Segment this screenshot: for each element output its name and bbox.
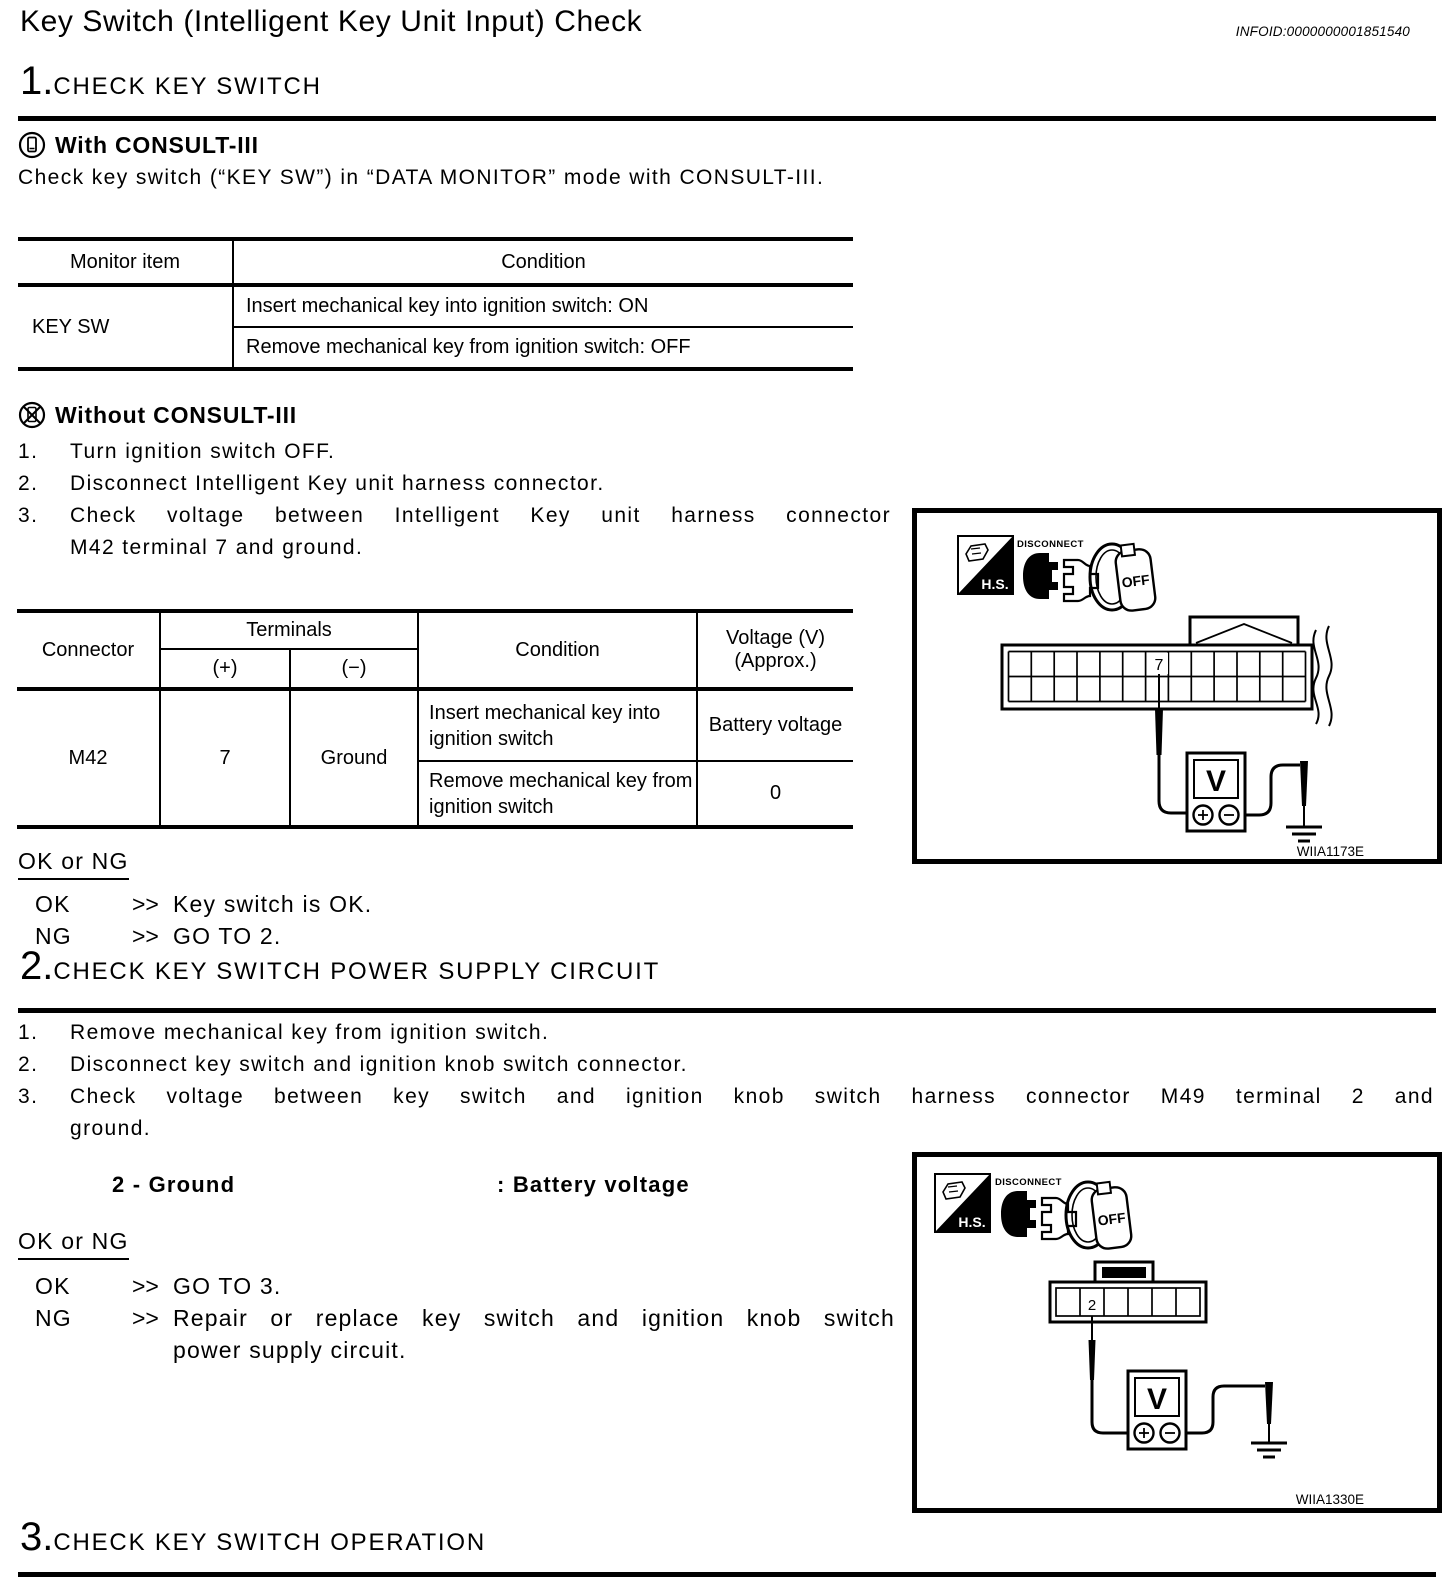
- voltmeter-icon: [1187, 753, 1245, 831]
- step2-number: 2.: [20, 944, 54, 988]
- list-item: [18, 1049, 1434, 1081]
- result-action: GO TO 3.: [173, 1273, 282, 1299]
- list-text: Disconnect key switch and ignition knob switch connector.: [70, 1053, 688, 1076]
- voltage-check-table: [17, 609, 853, 829]
- list-text: Disconnect Intelligent Key unit harness connector.: [70, 472, 605, 495]
- off-label: OFF: [1120, 571, 1151, 591]
- result-arrow: >>: [132, 923, 159, 949]
- list-item: [18, 1081, 1434, 1145]
- step1-title: CHECK KEY SWITCH: [53, 73, 322, 100]
- without-consult-heading: [18, 401, 297, 429]
- without-consult-label: Without CONSULT-III: [55, 401, 297, 428]
- result-ng: NG: [35, 1305, 72, 1331]
- section-rule: [18, 1572, 1436, 1577]
- terminal-grid: [1056, 1288, 1200, 1316]
- hs-label: H.S.: [981, 576, 1009, 592]
- table-row: [17, 689, 853, 761]
- list-text-line: M42 terminal 7 and ground.: [70, 536, 364, 559]
- voltmeter-label: V: [1205, 765, 1227, 798]
- list-text-line: ground.: [70, 1117, 152, 1140]
- hs-icon: [958, 536, 1013, 594]
- spec-value: : Battery voltage: [497, 1172, 690, 1197]
- voltage-cell: 0: [697, 761, 853, 827]
- step1-number: 1.: [20, 59, 54, 103]
- terminal-minus-cell: Ground: [290, 689, 418, 827]
- disconnect-label: DISCONNECT: [995, 1177, 1062, 1188]
- result-ng: NG: [35, 923, 72, 949]
- step2-title: CHECK KEY SWITCH POWER SUPPLY CIRCUIT: [53, 958, 661, 985]
- list-text: [70, 500, 891, 564]
- result-row: [18, 888, 372, 920]
- list-number: 3.: [18, 1085, 39, 1108]
- terminal-spec: [112, 1172, 690, 1198]
- result-arrow: >>: [132, 1305, 159, 1331]
- spec-terminals: 2 - Ground: [112, 1172, 236, 1197]
- figure-border: [915, 1155, 1440, 1511]
- list-item: [18, 500, 891, 564]
- col-header-monitor-item: Monitor item: [18, 239, 233, 285]
- list-text: [70, 1081, 1434, 1145]
- procedure-list-1: [18, 436, 891, 564]
- list-number: 2.: [18, 1053, 39, 1076]
- col-header-condition: Condition: [233, 239, 853, 285]
- figure-code: WIIA1330E: [1295, 1492, 1364, 1507]
- result-arrow: >>: [132, 1273, 159, 1299]
- voltage-header-line2: (Approx.): [734, 650, 817, 672]
- result-arrow: >>: [132, 891, 159, 917]
- condition-cell: Remove mechanical key from ignition switch: OFF: [246, 336, 691, 358]
- result-ok: OK: [35, 1273, 71, 1299]
- page-title: Key Switch (Intelligent Key Unit Input) Check: [20, 5, 643, 38]
- ok-ng-label: OK or NG: [18, 1228, 129, 1260]
- with-consult-body: Check key switch (“KEY SW”) in “DATA MONITOR” mode with CONSULT-III.: [18, 166, 825, 189]
- hs-label: H.S.: [958, 1214, 986, 1230]
- list-text: Remove mechanical key from ignition switch.: [70, 1021, 550, 1044]
- voltmeter-label: V: [1146, 1383, 1168, 1416]
- table-row: [18, 285, 853, 327]
- off-label: OFF: [1096, 1209, 1127, 1229]
- list-number: 2.: [18, 472, 39, 495]
- list-item: [18, 468, 891, 500]
- list-number: 3.: [18, 504, 39, 527]
- with-consult-heading: [18, 131, 259, 159]
- figure-code: WIIA1173E: [1296, 844, 1364, 859]
- consult-device-icon: [18, 131, 46, 159]
- voltage-cell: Battery voltage: [697, 689, 853, 761]
- procedure-list-2: [18, 1017, 1434, 1145]
- disconnect-label: DISCONNECT: [1017, 539, 1084, 550]
- connector-cell: M42: [17, 689, 160, 827]
- result-row: [18, 1270, 895, 1302]
- ok-ng-section-2: [18, 1228, 895, 1366]
- voltage-header-line1: Voltage (V): [726, 627, 825, 649]
- monitor-item-table: [18, 237, 853, 371]
- col-header-minus: (−): [290, 649, 418, 689]
- list-item: [18, 1017, 1434, 1049]
- result-action: GO TO 2.: [173, 923, 282, 949]
- voltmeter-icon: [1128, 1371, 1186, 1449]
- terminal-2-label: 2: [1087, 1297, 1097, 1314]
- table-header-row: [18, 239, 853, 285]
- list-text-line: Check voltage between key switch and ignition knob switch harness connector M49 terminal 2 and: [70, 1085, 1434, 1108]
- ok-ng-section-1: [18, 848, 372, 952]
- hs-icon: [935, 1174, 990, 1232]
- table-header-row: [17, 611, 853, 649]
- result-row: [18, 1302, 895, 1366]
- infoid-label: INFOID:0000000001851540: [1235, 24, 1410, 39]
- no-consult-device-icon: [18, 401, 46, 429]
- col-header-voltage: [697, 611, 853, 689]
- list-text-line: Check voltage between Intelligent Key unit harness connector: [70, 504, 891, 527]
- ok-ng-label: OK or NG: [18, 848, 129, 880]
- action-line: Repair or replace key switch and ignition knob switch: [173, 1305, 895, 1331]
- list-number: 1.: [18, 1021, 39, 1044]
- section-rule: [18, 116, 1436, 121]
- condition-cell: Insert mechanical key into ignition switch: [418, 689, 697, 761]
- condition-cell: Remove mechanical key from ignition switch: [418, 761, 697, 827]
- action-line: power supply circuit.: [173, 1337, 407, 1363]
- step3-title: CHECK KEY SWITCH OPERATION: [53, 1529, 486, 1556]
- result-ok: OK: [35, 891, 71, 917]
- list-text: Turn ignition switch OFF.: [70, 440, 336, 463]
- figure-voltage-check-m49: [912, 1152, 1442, 1513]
- col-header-plus: (+): [160, 649, 290, 689]
- step1-heading: [20, 60, 322, 102]
- condition-cell: Insert mechanical key into ignition switch: ON: [233, 285, 853, 327]
- step3-heading: [20, 1516, 486, 1558]
- list-item: [18, 436, 891, 468]
- result-action: [173, 1302, 895, 1366]
- with-consult-label: With CONSULT-III: [55, 131, 259, 158]
- col-header-condition: Condition: [418, 611, 697, 689]
- step3-number: 3.: [20, 1515, 54, 1559]
- list-number: 1.: [18, 440, 39, 463]
- col-header-connector: Connector: [17, 611, 160, 689]
- terminal-plus-cell: 7: [160, 689, 290, 827]
- section-rule: [18, 1008, 1436, 1013]
- col-header-terminals: Terminals: [160, 611, 418, 649]
- monitor-item-cell: KEY SW: [18, 285, 233, 369]
- connector-lock: [1102, 1267, 1146, 1278]
- step2-heading: [20, 945, 660, 987]
- terminal-7-label: 7: [1154, 657, 1164, 674]
- result-action: Key switch is OK.: [173, 891, 373, 917]
- figure-voltage-check-m42: [912, 508, 1442, 864]
